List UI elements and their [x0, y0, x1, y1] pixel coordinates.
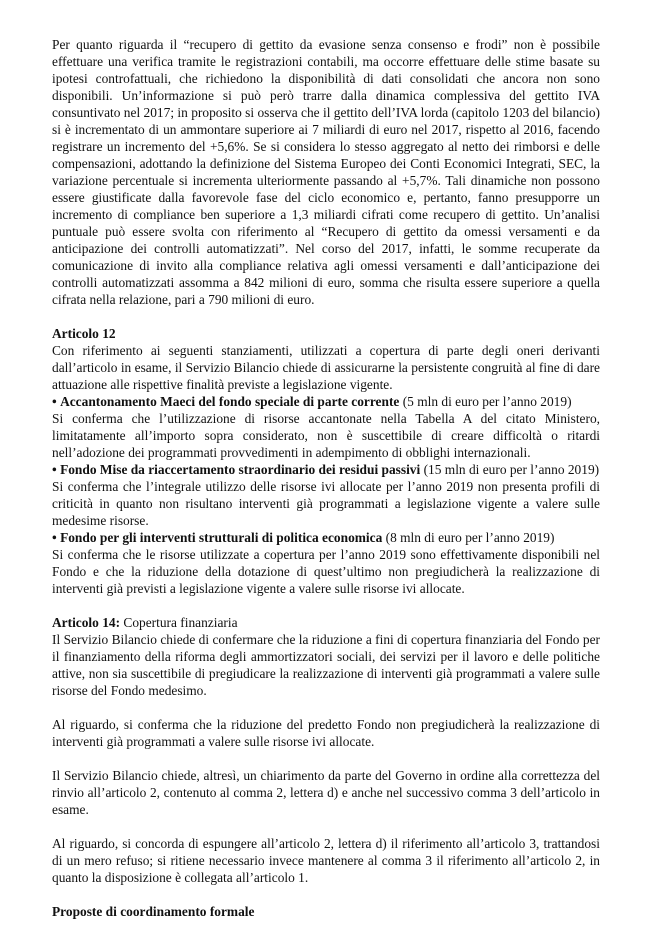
- bullet-glyph: •: [52, 394, 57, 409]
- paragraph: Al riguardo, si conferma che la riduzione del predetto Fondo non pregiudicherà la realizzazione di interventi già programmati a valere sulle risorse ivi allocate.: [52, 717, 600, 749]
- list-item: [52, 529, 600, 597]
- spacer: [52, 597, 600, 614]
- paragraph: Il Servizio Bilancio chiede, altresì, un chiarimento da parte del Governo in ordine alla correttezza del rinvio all’articolo 2, contenuto al comma 2, lettera d) e anche nel successivo comma 3 dell’articolo in esame.: [52, 768, 600, 817]
- section-heading: Articolo 12: [52, 326, 116, 341]
- item-title: Accantonamento Maeci del fondo speciale di parte corrente: [60, 394, 400, 409]
- section-intro: Con riferimento ai seguenti stanziamenti, utilizzati a copertura di parte degli oneri derivanti dall’articolo in esame, il Servizio Bilancio chiede di assicurarne la persistente congruità al fine di dare attuazione alle rispettive finalità previste a legislazione vigente.: [52, 343, 600, 392]
- item-amount: (15 mln di euro per l’anno 2019): [420, 462, 600, 477]
- spacer: [52, 818, 600, 835]
- paragraph: Il Servizio Bilancio chiede di confermare che la riduzione a fini di copertura finanziaria del Fondo per il finanziamento della riforma degli ammortizzatori sociali, dei servizi per il lavoro e delle politiche attive, non sia suscettibile di pregiudicare la realizzazione di interventi già programmati a valere sulle risorse del Fondo medesimo.: [52, 632, 600, 698]
- bullet-glyph: •: [52, 530, 57, 545]
- spacer: [52, 699, 600, 716]
- section-article-12: [52, 325, 600, 597]
- spacer: [52, 750, 600, 767]
- item-title: Fondo Mise da riaccertamento straordinario dei residui passivi: [60, 462, 421, 477]
- section-heading-line: [52, 614, 600, 631]
- list-item: [52, 461, 600, 529]
- spacer: [52, 886, 600, 903]
- item-title-line: [52, 393, 600, 410]
- spacer: [52, 308, 600, 325]
- item-title: Fondo per gli interventi strutturali di politica economica: [60, 530, 383, 545]
- item-text: Si conferma che le risorse utilizzate a copertura per l’anno 2019 sono effettivamente disponibili nel Fondo e che la riduzione della dotazione di quest’ultimo non pregiudicherà la realizzazione di interventi già previsti a legislazione vigente a valere sulle risorse ivi allocate.: [52, 547, 600, 596]
- paragraph-iva-recovery: Per quanto riguarda il “recupero di gettito da evasione senza consenso e frodi” non è possibile effettuare una verifica tramite le registrazioni contabili, ma occorre effettuare delle stime basate su ipotesi controfattuali, che richiedono la disponibilità di dati consolidati che ancora non sono disponibili. Un’informazione si può però trarre dalla dinamica complessiva del gettito IVA consuntivato nel 2017; in proposito si osserva che il gettito dell’IVA lorda (capitolo 1203 del bilancio) si è incrementato di un ammontare superiore ai 7 miliardi di euro nel 2017, rispetto al 2016, facendo registrare un incremento del +5,6%. Se si considera lo stesso aggregato al netto dei rimborsi e delle compensazioni, adottando la definizione del Sistema Europeo dei Conti Economici Integrati, SEC, la variazione percentuale si incrementa ulteriormente passando al +5,7%. Tali dinamiche non possono essere giustificate dalla favorevole fase del ciclo economico e, pertanto, fanno presupporre un incremento di compliance ben superiore a 1,3 miliardi cifrati come recupero di gettito. Un’analisi puntuale può essere svolta con riferimento al “Recupero di gettito da omessi versamenti e da anticipazione dei controlli automatizzati”. Nel corso del 2017, infatti, le somme recuperate da comunicazione di invito alla compliance relativa agli omessi versamenti e dall’anticipazione dei controlli automatizzati assomma a 842 milioni di euro, somma che risulta essere superiore a quella cifrata nella relazione, pari a 790 milioni di euro.: [52, 37, 600, 307]
- bullet-glyph: •: [52, 462, 57, 477]
- item-title-line: [52, 461, 600, 478]
- section-subheading: Copertura finanziaria: [120, 615, 238, 630]
- item-amount: (5 mln di euro per l’anno 2019): [399, 394, 572, 409]
- item-title-line: [52, 529, 600, 546]
- section-heading: Articolo 14:: [52, 615, 121, 630]
- paragraph: Al riguardo, si concorda di espungere all’articolo 2, lettera d) il riferimento all’articolo 3, trattandosi di un mero refuso; si ritiene necessario invece mantenere al comma 3 il riferimento all’articolo 2, in quanto la disposizione è collegata all’articolo 1.: [52, 836, 600, 885]
- item-amount: (8 mln di euro per l’anno 2019): [382, 530, 555, 545]
- item-text: Si conferma che l’utilizzazione di risorse accantonate nella Tabella A del citato Ministero, limitatamente all’importo sopra considerato, non è suscettibile di creare difficoltà o ritardi nell’adozione dei programmati provvedimenti in adempimento di obblighi internazionali.: [52, 411, 600, 460]
- list-item: [52, 393, 600, 461]
- final-heading: Proposte di coordinamento formale: [52, 904, 255, 919]
- item-text: Si conferma che l’integrale utilizzo delle risorse ivi allocate per l’anno 2019 non presenta profili di criticità in quanto non risultano interventi già programmati a legislazione vigente a valere sulle medesime risorse.: [52, 479, 600, 528]
- section-article-14: [52, 614, 600, 886]
